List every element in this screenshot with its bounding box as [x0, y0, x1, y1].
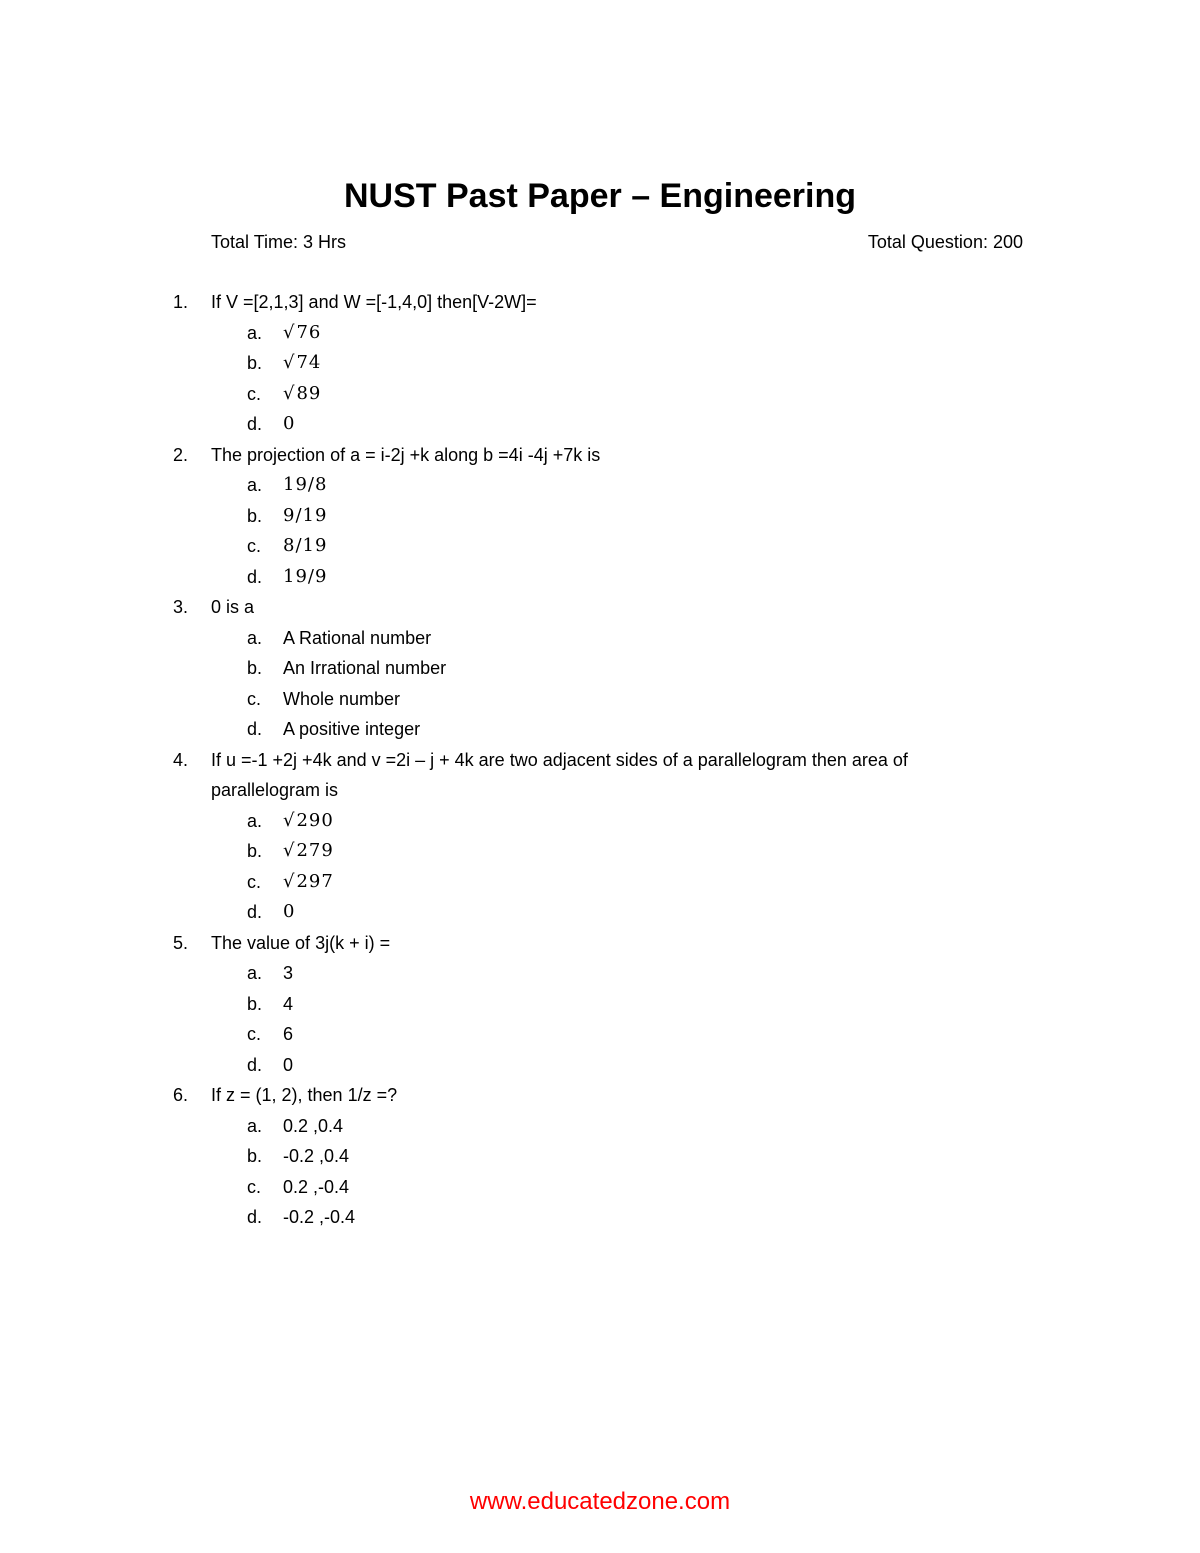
option-letter: d.	[247, 566, 263, 587]
option-letter: d.	[247, 902, 263, 922]
option-text-wrap	[283, 836, 334, 867]
option-text-wrap	[283, 1202, 355, 1233]
answer-option	[0, 623, 1200, 654]
answer-option	[0, 1202, 1200, 1233]
option-text: -0.2 ,0.4	[283, 1146, 350, 1166]
answer-option	[0, 470, 1200, 501]
question-number: 5.	[173, 932, 189, 953]
answer-option	[0, 1172, 1200, 1203]
question-text: The value of 3j(k + i) =	[211, 932, 391, 953]
answer-option	[0, 867, 1200, 898]
option-text: 279	[296, 840, 334, 861]
option-letter: b.	[247, 993, 263, 1014]
option-text: 19/8	[283, 474, 328, 495]
option-text-wrap	[283, 1050, 293, 1081]
option-text-wrap	[283, 1172, 349, 1203]
option-text-wrap	[283, 958, 293, 989]
options-list	[0, 806, 1200, 928]
question-item	[0, 1080, 1200, 1233]
option-text: 0	[283, 901, 296, 922]
option-text-wrap	[283, 867, 334, 898]
option-letter: b.	[247, 841, 263, 861]
answer-option	[0, 562, 1200, 593]
option-text: A Rational number	[283, 627, 432, 648]
answer-option	[0, 1050, 1200, 1081]
answer-option	[0, 531, 1200, 562]
option-text-wrap	[283, 501, 327, 532]
option-text-wrap	[283, 470, 327, 501]
options-list	[0, 958, 1200, 1080]
answer-option	[0, 806, 1200, 837]
answer-option	[0, 653, 1200, 684]
option-letter: a.	[247, 322, 263, 343]
option-letter: a.	[247, 1115, 263, 1136]
option-text: Whole number	[283, 688, 401, 709]
option-text-wrap	[283, 714, 420, 745]
option-text-wrap	[283, 653, 446, 684]
option-text-wrap	[283, 1111, 343, 1142]
option-text: 8/19	[283, 535, 328, 556]
option-letter: d.	[247, 719, 263, 739]
option-text-wrap	[283, 348, 321, 379]
option-text-wrap	[283, 623, 431, 654]
options-list	[0, 318, 1200, 440]
answer-option	[0, 836, 1200, 867]
option-text-wrap	[283, 562, 327, 593]
answer-option	[0, 684, 1200, 715]
option-text: 0	[283, 413, 296, 434]
option-letter: d.	[247, 1054, 263, 1075]
square-root-icon: √	[283, 840, 296, 861]
option-text-wrap	[283, 806, 334, 837]
option-letter: d.	[247, 414, 263, 434]
option-text: 0.2 ,-0.4	[283, 1176, 350, 1197]
option-text: 297	[296, 870, 334, 892]
option-text-wrap	[283, 684, 400, 715]
option-text-wrap	[283, 1019, 293, 1050]
question-item	[0, 928, 1200, 1081]
question-item	[0, 592, 1200, 745]
question-number: 6.	[173, 1085, 189, 1105]
answer-option	[0, 348, 1200, 379]
option-letter: a.	[247, 627, 263, 648]
option-letter: b.	[247, 505, 263, 526]
option-text-wrap	[283, 318, 321, 349]
option-text-wrap	[283, 379, 321, 410]
answer-option	[0, 1019, 1200, 1050]
question-number: 1.	[173, 292, 189, 312]
question-number: 3.	[173, 597, 189, 617]
option-letter: c.	[247, 871, 262, 892]
answer-option	[0, 989, 1200, 1020]
square-root-icon: √	[283, 321, 296, 343]
option-letter: a.	[247, 810, 263, 831]
answer-option	[0, 958, 1200, 989]
option-text: 0	[283, 1054, 294, 1075]
answer-option	[0, 897, 1200, 928]
total-questions: Total Question: 200	[867, 232, 1023, 252]
square-root-icon: √	[283, 352, 296, 373]
answer-option	[0, 379, 1200, 410]
option-letter: c.	[247, 1024, 262, 1044]
option-text: 3	[283, 963, 294, 983]
option-letter: a.	[247, 475, 263, 495]
question-item	[0, 287, 1200, 440]
answer-option	[0, 501, 1200, 532]
option-letter: d.	[247, 1207, 263, 1227]
question-number: 4.	[173, 749, 189, 770]
option-text: 6	[283, 1024, 294, 1044]
option-text-wrap	[283, 897, 295, 928]
option-letter: a.	[247, 963, 263, 983]
option-text-wrap	[283, 531, 327, 562]
option-text: 89	[296, 382, 322, 404]
answer-option	[0, 1141, 1200, 1172]
option-letter: c.	[247, 1176, 262, 1197]
option-letter: c.	[247, 688, 262, 709]
options-list	[0, 470, 1200, 592]
option-letter: b.	[247, 658, 263, 678]
option-text-wrap	[283, 989, 293, 1020]
option-text: 9/19	[283, 504, 328, 526]
options-list	[0, 1111, 1200, 1233]
question-text: The projection of a = i-2j +k along b =4i -4j +7k is	[211, 444, 601, 465]
option-text: 4	[283, 993, 294, 1014]
option-letter: c.	[247, 536, 262, 556]
option-letter: c.	[247, 383, 262, 404]
option-letter: b.	[247, 353, 263, 373]
square-root-icon: √	[283, 809, 296, 831]
questions-list	[0, 287, 1200, 1233]
question-number: 2.	[173, 444, 189, 465]
question-text: If z = (1, 2), then 1/z =?	[211, 1085, 398, 1105]
option-letter: b.	[247, 1146, 263, 1166]
answer-option	[0, 714, 1200, 745]
option-text-wrap	[283, 1141, 349, 1172]
total-time: Total Time: 3 Hrs	[211, 232, 347, 252]
option-text: An Irrational number	[283, 658, 447, 678]
option-text: 74	[296, 352, 322, 373]
option-text: 0.2 ,0.4	[283, 1115, 344, 1136]
answer-option	[0, 318, 1200, 349]
option-text: A positive integer	[283, 719, 421, 739]
option-text: -0.2 ,-0.4	[283, 1207, 356, 1227]
options-list	[0, 623, 1200, 745]
square-root-icon: √	[283, 870, 296, 892]
page-title: NUST Past Paper – Engineering	[343, 177, 857, 215]
answer-option	[0, 1111, 1200, 1142]
question-text: 0 is a	[211, 597, 255, 617]
question-item	[0, 440, 1200, 593]
option-text: 290	[296, 809, 334, 831]
option-text-wrap	[283, 409, 295, 440]
answer-option	[0, 409, 1200, 440]
question-text: If V =[2,1,3] and W =[-1,4,0] then[V-2W]=	[211, 292, 537, 312]
option-text: 76	[296, 321, 322, 343]
square-root-icon: √	[283, 382, 296, 404]
footer-url[interactable]: www.educatedzone.com	[469, 1488, 731, 1515]
question-text: If u =-1 +2j +4k and v =2i – j + 4k are two adjacent sides of a parallelogram then area of parallelogram is	[211, 749, 908, 800]
question-item	[0, 745, 1200, 928]
option-text: 19/9	[283, 565, 328, 587]
